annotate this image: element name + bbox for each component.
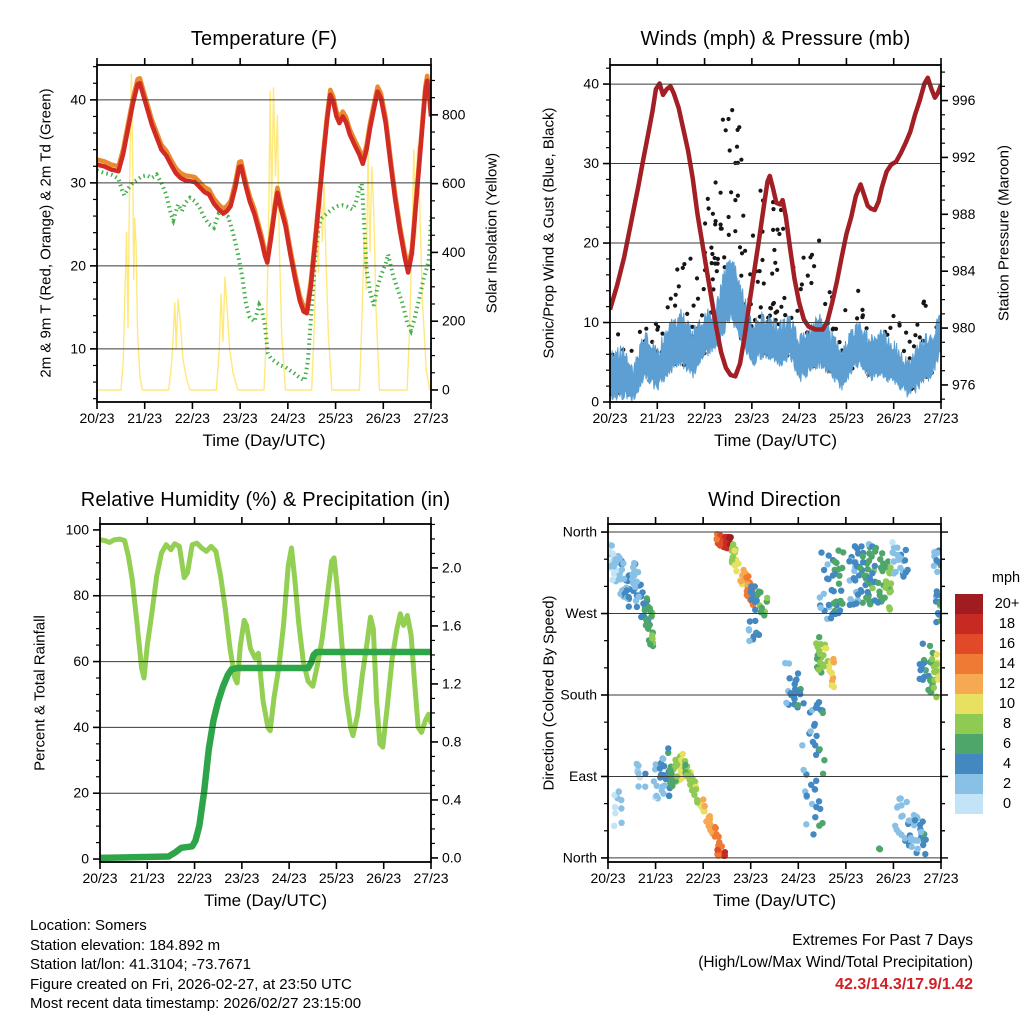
extremes-block	[698, 930, 973, 996]
svg-text:20: 20	[583, 234, 599, 251]
colorbar-label: 20+	[994, 596, 1020, 612]
svg-text:22/23: 22/23	[174, 410, 210, 426]
direction-yaxis-label: Direction (Colored By Speed)	[540, 595, 558, 791]
svg-text:0.0: 0.0	[442, 849, 462, 866]
extremes-values: 42.3/14.3/17.9/1.42	[835, 976, 973, 993]
svg-text:0: 0	[81, 850, 89, 867]
svg-text:23/23: 23/23	[734, 410, 770, 426]
colorbar-swatch-20+	[955, 594, 983, 614]
station-elevation: Station elevation: 184.892 m	[30, 936, 221, 954]
svg-text:20/23: 20/23	[590, 870, 626, 886]
colorbar-label: 4	[1002, 756, 1012, 772]
svg-text:60: 60	[73, 653, 89, 670]
colorbar-swatch-12	[955, 674, 983, 694]
svg-text:980: 980	[952, 319, 976, 336]
svg-text:26/23: 26/23	[875, 870, 911, 886]
svg-text:0.4: 0.4	[442, 791, 462, 808]
humidity-xaxis-label: Time (Day/UTC)	[203, 891, 328, 910]
svg-text:26/23: 26/23	[365, 410, 401, 426]
colorbar-swatch-0	[955, 794, 983, 814]
colorbar-label: 12	[998, 676, 1016, 692]
svg-text:27/23: 27/23	[413, 410, 449, 426]
svg-text:22/23: 22/23	[177, 870, 213, 886]
svg-text:988: 988	[952, 205, 976, 222]
temperature-xaxis-label: Time (Day/UTC)	[202, 431, 326, 450]
svg-text:992: 992	[952, 148, 976, 165]
temperature-left-yaxis-label: 2m & 9m T (Red, Orange) & 2m Td (Green)	[37, 88, 55, 378]
station-latlon: Station lat/lon: 41.3104; -73.7671	[30, 956, 252, 973]
svg-text:984: 984	[952, 262, 976, 279]
svg-text:800: 800	[442, 106, 466, 123]
colorbar-label: 16	[998, 636, 1016, 652]
chart-3	[560, 517, 958, 886]
extremes-subtitle: (High/Low/Max Wind/Total Precipitation)	[698, 954, 973, 971]
colorbar-label: 2	[1002, 776, 1012, 792]
svg-text:10: 10	[583, 314, 599, 331]
winds-xaxis-label: Time (Day/UTC)	[713, 431, 838, 450]
station-info-block	[30, 916, 361, 1014]
humidity-precip-chart-title: Relative Humidity (%) & Precipitation (in)	[80, 489, 451, 511]
colorbar-swatch-14	[955, 654, 983, 674]
colorbar-label: 6	[1002, 736, 1012, 752]
svg-text:0.8: 0.8	[442, 733, 462, 750]
svg-text:North: North	[562, 523, 597, 540]
svg-text:24/23: 24/23	[780, 870, 816, 886]
svg-text:26/23: 26/23	[876, 410, 912, 426]
extremes-title: Extremes For Past 7 Days	[792, 932, 973, 949]
svg-text:South: South	[560, 686, 597, 703]
svg-text:22/23: 22/23	[685, 870, 721, 886]
svg-text:30: 30	[70, 174, 86, 191]
svg-text:22/23: 22/23	[687, 410, 723, 426]
svg-text:200: 200	[442, 312, 466, 329]
svg-text:West: West	[565, 605, 597, 622]
colorbar-swatch-18	[955, 614, 983, 634]
svg-text:27/23: 27/23	[413, 870, 449, 886]
svg-text:1.2: 1.2	[442, 675, 462, 692]
svg-text:East: East	[568, 767, 597, 784]
svg-text:24/23: 24/23	[271, 870, 307, 886]
svg-text:20/23: 20/23	[79, 410, 115, 426]
svg-text:1.6: 1.6	[442, 617, 462, 634]
wind-gust-left-yaxis-label: Sonic/Prop Wind & Gust (Blue, Black)	[540, 107, 558, 359]
svg-text:26/23: 26/23	[366, 870, 402, 886]
svg-text:25/23: 25/23	[828, 870, 864, 886]
percent-rainfall-yaxis-label: Percent & Total Rainfall	[31, 615, 49, 771]
svg-text:24/23: 24/23	[270, 410, 306, 426]
svg-text:North: North	[562, 849, 597, 866]
svg-text:996: 996	[952, 92, 976, 109]
svg-text:40: 40	[73, 718, 89, 735]
svg-text:21/23: 21/23	[127, 410, 163, 426]
svg-text:600: 600	[442, 175, 466, 192]
chart-0	[70, 58, 465, 426]
colorbar-swatch-8	[955, 714, 983, 734]
colorbar-swatch-6	[955, 734, 983, 754]
station-location: Location: Somers	[30, 917, 147, 934]
figure-created-line: Figure created on Fri, 2026-02-27, at 23:50 UTC	[30, 975, 352, 993]
colorbar-swatch-4	[955, 754, 983, 774]
svg-text:40: 40	[583, 75, 599, 92]
winds-pressure-chart-title: Winds (mph) & Pressure (mb)	[640, 28, 911, 50]
svg-text:80: 80	[73, 587, 89, 604]
svg-text:20: 20	[70, 257, 86, 274]
svg-text:400: 400	[442, 243, 466, 260]
svg-text:27/23: 27/23	[923, 410, 959, 426]
svg-text:24/23: 24/23	[781, 410, 817, 426]
svg-text:25/23: 25/23	[318, 410, 354, 426]
colorbar-label: 8	[1002, 716, 1012, 732]
colorbar-swatch-16	[955, 634, 983, 654]
colorbar-swatch-2	[955, 774, 983, 794]
svg-text:30: 30	[583, 155, 599, 172]
svg-text:40: 40	[70, 91, 86, 108]
chart-1	[583, 58, 975, 426]
colorbar-label: 10	[998, 696, 1016, 712]
chart-2	[66, 517, 462, 886]
colorbar-swatch-10	[955, 694, 983, 714]
data-timestamp-line: Most recent data timestamp: 2026/02/27 23:15:00	[30, 995, 362, 1012]
colorbar-label: 18	[998, 616, 1016, 632]
solar-right-yaxis-label: Solar Insolation (Yellow)	[483, 152, 501, 314]
svg-text:20/23: 20/23	[592, 410, 628, 426]
svg-text:23/23: 23/23	[222, 410, 258, 426]
colorbar-label: 14	[998, 656, 1016, 672]
svg-text:21/23: 21/23	[129, 870, 165, 886]
svg-text:21/23: 21/23	[639, 410, 675, 426]
svg-text:20/23: 20/23	[82, 870, 118, 886]
svg-text:23/23: 23/23	[224, 870, 260, 886]
svg-text:23/23: 23/23	[733, 870, 769, 886]
wind-direction-chart-title: Wind Direction	[708, 489, 841, 511]
svg-text:0: 0	[442, 381, 450, 398]
svg-text:100: 100	[65, 521, 89, 538]
wind-direction-xaxis-label: Time (Day/UTC)	[712, 891, 837, 910]
svg-text:20: 20	[73, 784, 89, 801]
svg-text:2.0: 2.0	[442, 559, 462, 576]
pressure-right-yaxis-label: Station Pressure (Maroon)	[995, 145, 1013, 321]
svg-text:27/23: 27/23	[923, 870, 959, 886]
temperature-chart-title: Temperature (F)	[190, 28, 338, 50]
svg-text:25/23: 25/23	[828, 410, 864, 426]
svg-text:976: 976	[952, 376, 976, 393]
svg-text:10: 10	[70, 340, 86, 357]
colorbar-label: 0	[1002, 796, 1012, 812]
svg-text:25/23: 25/23	[318, 870, 354, 886]
svg-text:0: 0	[591, 393, 599, 410]
colorbar-units-label: mph	[991, 570, 1021, 586]
svg-text:21/23: 21/23	[638, 870, 674, 886]
